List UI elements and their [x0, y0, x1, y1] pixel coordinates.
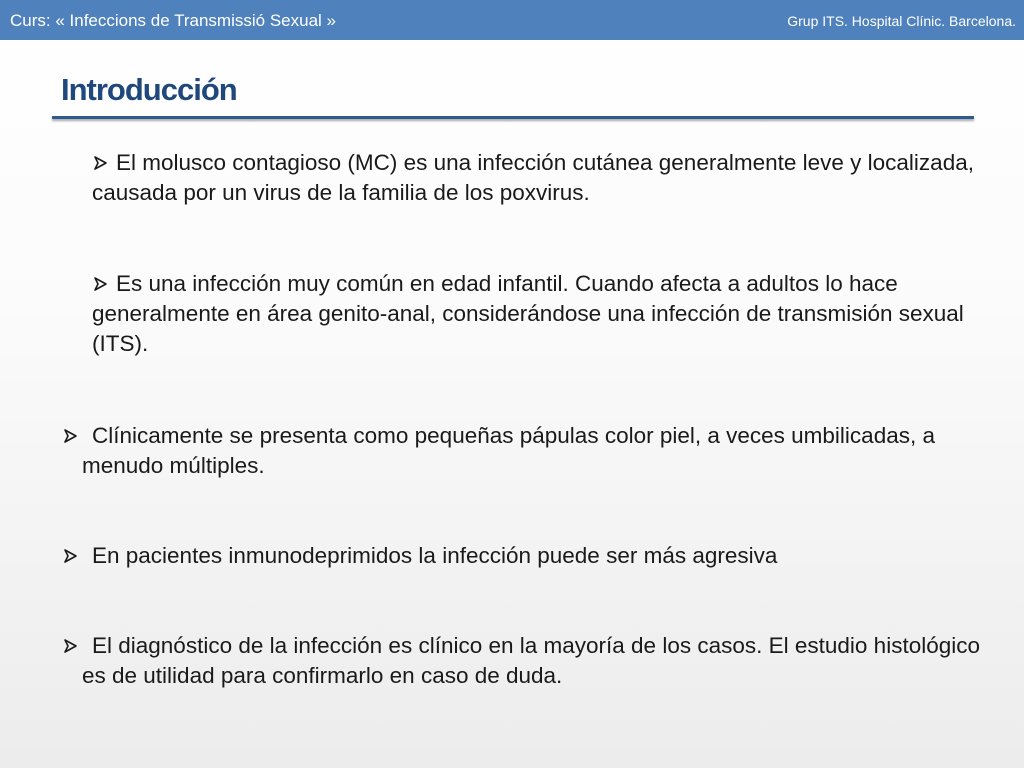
arrow-bullet-icon: [62, 428, 78, 444]
bullet-item: [92, 148, 992, 208]
bullet-text: Clínicamente se presenta como pequeñas pápulas color piel, a veces umbilicadas, a menudo múltiples.: [82, 423, 935, 478]
institution-label: Grup ITS. Hospital Clínic. Barcelona.: [787, 13, 1016, 29]
bullet-text: En pacientes inmunodeprimidos la infección puede ser más agresiva: [92, 543, 778, 568]
slide-title: Introducción: [61, 72, 237, 107]
header-bar: [0, 0, 1024, 40]
arrow-bullet-icon: [92, 276, 108, 292]
bullet-item: [82, 421, 962, 481]
arrow-bullet-icon: [62, 638, 78, 654]
bullet-item: [82, 631, 1002, 691]
bullet-item: [92, 269, 982, 359]
arrow-bullet-icon: [62, 548, 78, 564]
title-divider: [52, 116, 974, 119]
bullet-text: El diagnóstico de la infección es clínico en la mayoría de los casos. El estudio histológico es de utilidad para confirmarlo en caso de duda.: [82, 633, 980, 688]
course-title: Curs: « Infeccions de Transmissió Sexual »: [10, 11, 336, 30]
arrow-bullet-icon: [92, 155, 108, 171]
bullet-item: [62, 541, 982, 571]
bullet-text: El molusco contagioso (MC) es una infección cutánea generalmente leve y localizada, causada por un virus de la familia de los poxvirus.: [92, 150, 974, 205]
bullet-text: Es una infección muy común en edad infantil. Cuando afecta a adultos lo hace generalmente en área genito-anal, considerándose una infección de transmisión sexual (ITS).: [92, 271, 964, 356]
